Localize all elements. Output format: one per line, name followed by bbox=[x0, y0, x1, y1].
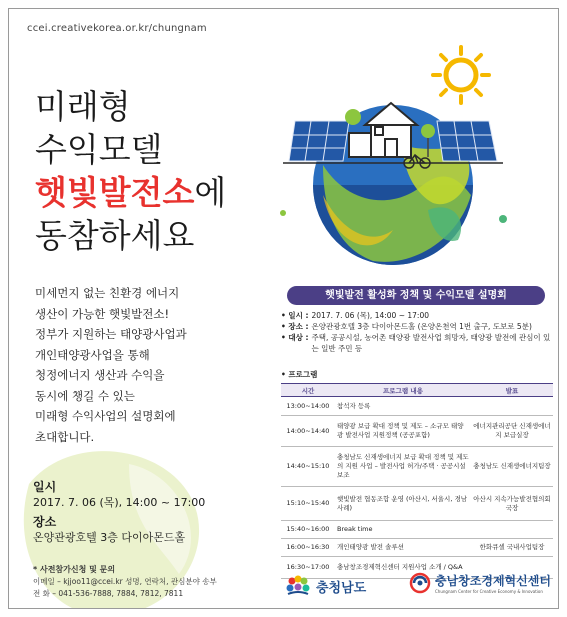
table-row bbox=[281, 539, 553, 557]
sun-icon bbox=[433, 47, 489, 103]
session-info bbox=[281, 310, 553, 354]
intro-line: 개인태양광사업을 통해 bbox=[35, 347, 150, 362]
table-row bbox=[281, 487, 553, 521]
header-content: 프로그램 내용 bbox=[335, 384, 471, 397]
cell-speaker: 한화큐셀 국내사업팀장 bbox=[471, 539, 553, 557]
info-row-date bbox=[281, 310, 553, 321]
chungnam-logo-text: 충청남도 bbox=[316, 580, 367, 596]
poster bbox=[8, 8, 559, 609]
table-row bbox=[281, 416, 553, 447]
cell-content: 햇빛발전 협동조합 운영 (아산시, 서울시, 경남 사례) bbox=[335, 487, 471, 521]
contact-email: 이메일 – kjjoo11@ccei.kr 성명, 연락처, 관심분야 송부 bbox=[33, 577, 217, 586]
cell-time: 13:00~14:00 bbox=[281, 397, 335, 416]
when-value: 2017. 7. 06 (목), 14:00 ~ 17:00 bbox=[33, 496, 206, 509]
cell-time: 16:00~16:30 bbox=[281, 539, 335, 557]
solar-panel-left-icon bbox=[289, 121, 349, 161]
solar-globe-illustration bbox=[253, 35, 543, 273]
headline bbox=[35, 85, 226, 257]
headline-highlight: 햇빛발전소 bbox=[35, 173, 195, 212]
intro-line: 청정에너지 생산과 수익을 bbox=[35, 368, 165, 382]
cell-content: 참석자 등록 bbox=[335, 397, 471, 416]
session-banner: 햇빛발전 활성화 정책 및 수익모델 설명회 bbox=[287, 286, 545, 305]
contact-phone: 전 화 – 041-536-7888, 7884, 7812, 7811 bbox=[33, 589, 184, 598]
intro-paragraph bbox=[35, 283, 187, 447]
info-value: 2017. 7. 06 (목), 14:00 ~ 17:00 bbox=[311, 311, 429, 320]
ccei-emblem-icon bbox=[409, 572, 431, 594]
cell-time: 14:40~15:10 bbox=[281, 447, 335, 487]
cell-content: Break time bbox=[335, 521, 471, 539]
headline-line-1: 미래형 bbox=[35, 87, 131, 126]
cell-speaker: 에너지관리공단 신재생에너지 보급실장 bbox=[471, 416, 553, 447]
ccei-name-korean: 충남창조경제혁신센터 bbox=[435, 574, 551, 588]
cell-speaker bbox=[471, 397, 553, 416]
site-url: ccei.creativekorea.or.kr/chungnam bbox=[27, 23, 207, 34]
cell-content: 태양광 보급 확대 정책 및 제도 – 소규모 태양광 발전사업 지원정책 (공공포함) bbox=[335, 416, 471, 447]
info-key: • 대상 : bbox=[281, 333, 309, 342]
where-value: 온양관광호텔 3층 다이아몬드홀 bbox=[33, 531, 186, 544]
cell-speaker: 충청남도 신재생에너지팀장 bbox=[471, 447, 553, 487]
program-table bbox=[281, 383, 553, 579]
ccei-logo bbox=[409, 572, 551, 594]
table-row bbox=[281, 521, 553, 539]
intro-line: 미세먼지 없는 친환경 에너지 bbox=[35, 286, 180, 300]
intro-line: 생산이 가능한 햇빛발전소! bbox=[35, 306, 170, 321]
intro-line: 초대합니다. bbox=[35, 429, 95, 444]
header-speaker: 발표 bbox=[471, 384, 553, 397]
intro-line: 동시에 챙길 수 있는 bbox=[35, 388, 135, 403]
chungnam-logo bbox=[285, 575, 366, 597]
program-title: • 프로그램 bbox=[281, 370, 318, 379]
intro-line: 미래형 수익사업의 설명회에 bbox=[35, 409, 176, 423]
where-label: 장소 bbox=[33, 515, 57, 529]
event-when bbox=[33, 479, 205, 511]
event-where bbox=[33, 514, 185, 546]
info-row-target bbox=[281, 332, 553, 354]
contact-info bbox=[33, 564, 217, 600]
solar-panel-right-icon bbox=[437, 121, 497, 161]
cell-time: 15:10~15:40 bbox=[281, 487, 335, 521]
header-time: 시간 bbox=[281, 384, 335, 397]
cell-time: 14:00~14:40 bbox=[281, 416, 335, 447]
when-label: 일시 bbox=[33, 480, 57, 494]
headline-line-3-tail: 에 bbox=[194, 173, 227, 212]
cell-content: 개인태양광 발전 솔루션 bbox=[335, 539, 471, 557]
headline-line-2: 수익모델 bbox=[35, 130, 163, 169]
info-key: • 일시 : bbox=[281, 311, 309, 320]
ccei-name-english: Chungnam Center for Creative Economy & Innovation bbox=[435, 589, 543, 594]
table-row bbox=[281, 447, 553, 487]
contact-title: * 사전참가신청 및 문의 bbox=[33, 565, 116, 574]
headline-line-4: 동참하세요 bbox=[35, 216, 195, 255]
cell-speaker: 아산시 지속가능발전협의회 국장 bbox=[471, 487, 553, 521]
info-value: 주택, 공공시설, 농어촌 태양광 발전사업 희망자, 태양광 발전에 관심이 있는 일반 주민 등 bbox=[311, 333, 551, 353]
headline-line-3 bbox=[35, 171, 226, 214]
cell-time: 16:30~17:00 bbox=[281, 557, 335, 579]
cell-content: 충남창조경제혁신센터 지원사업 소개 / Q&A bbox=[335, 557, 471, 579]
table-row bbox=[281, 397, 553, 416]
table-header-row bbox=[281, 384, 553, 397]
info-value: 온양관광호텔 3층 다이아몬드홀 (온양온천역 1번 출구, 도보로 5분) bbox=[311, 322, 532, 331]
ccei-logo-text bbox=[435, 572, 551, 594]
cell-time: 15:40~16:00 bbox=[281, 521, 335, 539]
cell-content: 충청남도 신재생에너지 보급 확대 정책 및 제도의 지원 사업 – 발전사업 허가/주택 · 공공시설 보조 bbox=[335, 447, 471, 487]
info-key: • 장소 : bbox=[281, 322, 309, 331]
intro-line: 정부가 지원하는 태양광사업과 bbox=[35, 327, 187, 341]
province-emblem-icon bbox=[285, 575, 311, 597]
cell-speaker bbox=[471, 521, 553, 539]
info-row-place bbox=[281, 321, 553, 332]
